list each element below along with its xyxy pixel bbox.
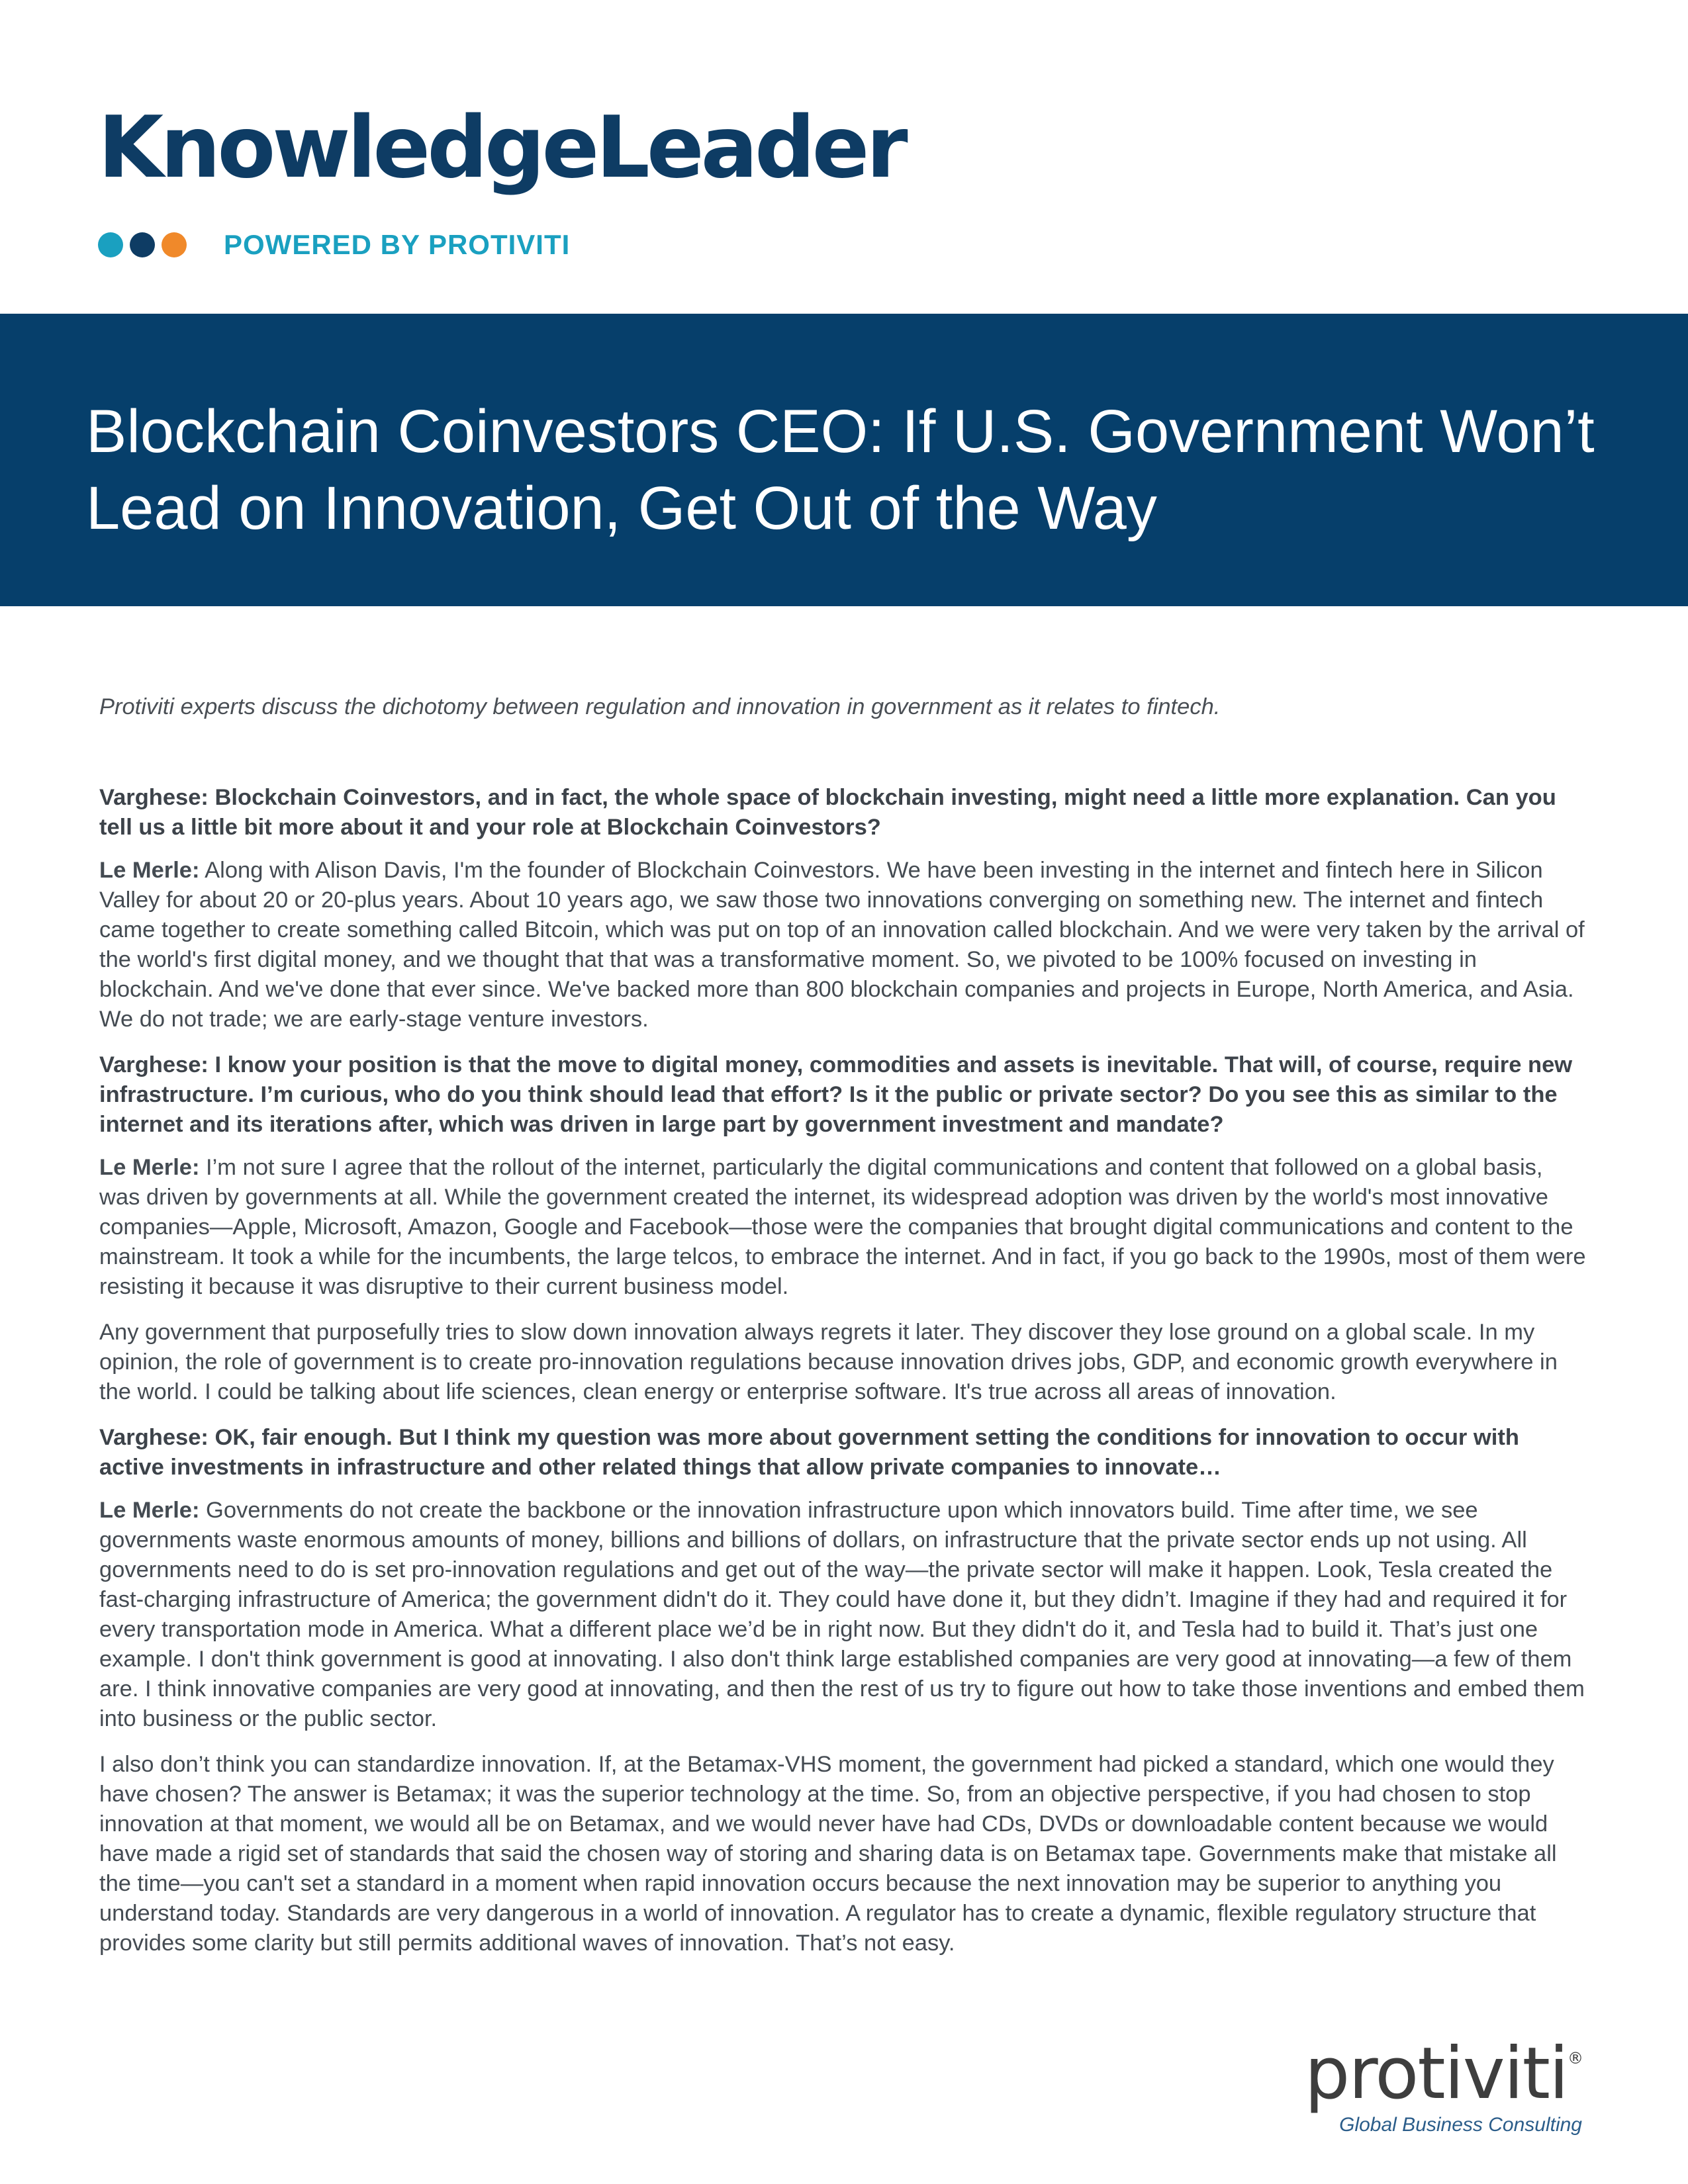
answer-paragraph — [99, 1750, 1589, 1958]
powered-by-text: POWERED BY PROTIVITI — [224, 229, 571, 260]
answer-paragraph — [99, 1318, 1589, 1407]
registered-mark: ® — [1568, 2049, 1582, 2068]
article-body — [99, 692, 1589, 1974]
teal-dot-icon — [98, 232, 123, 257]
title-banner — [0, 314, 1688, 606]
orange-dot-icon — [162, 232, 187, 257]
powered-by-row — [98, 229, 905, 261]
answer-paragraph — [99, 1496, 1589, 1734]
protiviti-logo — [1304, 2032, 1582, 2136]
brand-wordmark: KnowledgeLeader — [98, 99, 905, 197]
question-paragraph: Varghese: OK, fair enough. But I think my question was more about government setting the conditions for innovation to occur with active investments in infrastructure and other related things that allow private companies to innovate… — [99, 1425, 1519, 1480]
answer-text: I also don’t think you can standardize innovation. If, at the Betamax-VHS moment, the government had picked a standard, which one would they have chosen? The answer is Betamax; it was the superior technology at the time. So, from an objective perspective, if you had chosen to stop innovation at that moment, we would all be on Betamax, and we would never have had CDs, DVDs or downloadable content because we would have made a rigid set of standards that said the chosen way of storing and sharing data is on Betamax tape. Governments make that mistake all the time—you can't set a standard in a moment when rapid innovation occurs because the next innovation may be superior to anything you understand today. Standards are very dangerous in a world of innovation. A regulator has to create a dynamic, flexible regulatory structure that provides some clarity but still permits additional waves of innovation. That’s not easy. — [99, 1752, 1557, 1956]
article-title — [86, 393, 1622, 547]
speaker-label: Le Merle: — [99, 1498, 200, 1523]
intro-text: Protiviti experts discuss the dichotomy between regulation and innovation in government as it relates to fintech. — [99, 694, 1221, 719]
question-paragraph: Varghese: I know your position is that the move to digital money, commodities and assets is inevitable. That will, of course, require new infrastructure. I’m curious, who do you think should lead that effort? Is it the public or private sector? Do you see this as similar to the internet and its iterations after, which was driven in large part by government investment and mandate? — [99, 1052, 1573, 1137]
footer-brand-text: protiviti — [1304, 2032, 1568, 2115]
speaker-label: Le Merle: — [99, 1155, 200, 1180]
answer-text: Along with Alison Davis, I'm the founder of Blockchain Coinvestors. We have been investing in the internet and fintech here in Silicon Valley for about 20 or 20-plus years. About 10 years ago, we saw those two innovations converging on something new. The internet and fintech came together to create something called Bitcoin, which was put on top of an innovation called blockchain. And we were very taken by the arrival of the world's first digital money, and we thought that that was a transformative moment. So, we pivoted to be 100% focused on investing in blockchain. And we've done that ever since. We've backed more than 800 blockchain companies and projects in Europe, North America, and Asia. We do not trade; we are early-stage venture investors. — [99, 858, 1585, 1032]
title-line-2: Lead on Innovation, Get Out of the Way — [86, 475, 1157, 542]
footer-brand — [1304, 2032, 1582, 2115]
answer-paragraph — [99, 856, 1589, 1034]
navy-dot-icon — [130, 232, 155, 257]
knowledgeleader-logo — [98, 99, 905, 261]
answer-text: Any government that purposefully tries to slow down innovation always regrets it later. They discover they lose ground on a global scale. In my opinion, the role of government is to create pro-innovation regulations because innovation drives jobs, GDP, and economic growth everywhere in the world. I could be talking about life sciences, clean energy or enterprise software. It's true across all areas of innovation. — [99, 1320, 1558, 1404]
title-line-1: Blockchain Coinvestors CEO: If U.S. Government Won’t — [86, 398, 1595, 465]
interview-blocks — [99, 783, 1589, 1958]
question-paragraph: Varghese: Blockchain Coinvestors, and in fact, the whole space of blockchain investing, might need a little more explanation. Can you tell us a little bit more about it and your role at Blockchain Coinvestors? — [99, 785, 1556, 840]
answer-text: Governments do not create the backbone or the innovation infrastructure upon which innovators build. Time after time, we see governments waste enormous amounts of money, billions and billions of dollars, on infrastructure that the private sector ends up not using. All governments need to do is set pro-innovation regulations and get out of the way—the private sector will make it happen. Look, Tesla created the fast-charging infrastructure of America; the government didn't do it. They could have done it, but they didn’t. Imagine if they had and required it for every transportation mode in America. What a different place we’d be in right now. But they didn't do it, and Tesla had to build it. That’s just one example. I don't think government is good at innovating. I also don't think large established companies are very good at innovating—a few of them are. I think innovative companies are very good at innovating, and then the rest of us try to figure out how to take those inventions and embed them into business or the public sector. — [99, 1498, 1585, 1731]
speaker-label: Le Merle: — [99, 858, 200, 883]
answer-paragraph — [99, 1153, 1589, 1302]
answer-text: I’m not sure I agree that the rollout of the internet, particularly the digital communications and content that followed on a global basis, was driven by governments at all. While the government created the internet, its widespread adoption was driven by the world's most innovative companies—Apple, Microsoft, Amazon, Google and Facebook—those were the companies that brought digital communications and content to the mainstream. It took a while for the incumbents, the large telcos, to embrace the internet. And in fact, if you go back to the 1990s, most of them were resisting it because it was disruptive to their current business model. — [99, 1155, 1586, 1299]
footer-tagline: Global Business Consulting — [1339, 2114, 1582, 2136]
